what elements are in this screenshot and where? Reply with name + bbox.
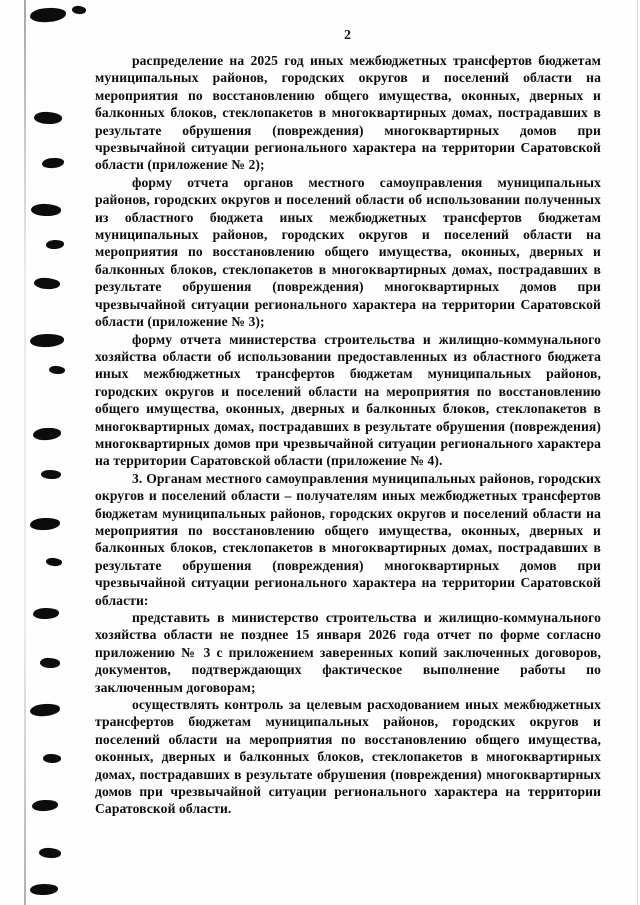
scan-artifact xyxy=(40,657,60,668)
scan-artifact xyxy=(32,799,59,811)
paragraph-item-3: 3. Органам местного самоуправления муниципальных районов, городских округов и поселений области – получателям иных межбюджетных трансфертов бюджетам муниципальных районов, городских округов и поселений области на мероприятия по восстановлению общего имущества, оконных, дверных и балконных блоков, стеклопакетов в многоквартирных домах, пострадавших в результате обрушения (повреждения) многоквартирных домов при чрезвычайной ситуации регионального характера на территории Саратовской области: xyxy=(95,470,601,608)
document-body xyxy=(95,52,601,818)
paragraph-appendix-4: форму отчета министерства строительства и жилищно-коммунального хозяйства области об использовании предоставленных из областного бюджета иных межбюджетных трансфертов бюджетам муниципальных районов, городских округов и поселений области на мероприятия по восстановлению общего имущества, оконных, дверных и балконных блоков, стеклопакетов в многоквартирных домах, пострадавших в результате обрушения (повреждения) многоквартирных домов при чрезвычайной ситуации регионального характера на территории Саратовской области (приложение № 4). xyxy=(95,331,601,469)
scan-artifact xyxy=(33,427,62,441)
paragraph-report-duty: представить в министерство строительства и жилищно-коммунального хозяйства области не позднее 15 января 2026 года отчет по форме согласно приложению № 3 с приложением заверенных копий заключенных договоров, документов, подтверждающих фактическое выполнение работы по заключенным договорам; xyxy=(95,610,601,695)
scan-edge-right xyxy=(637,0,638,905)
paragraph-appendix-2: распределение на 2025 год иных межбюджетных трансфертов бюджетам муниципальных районов, городских округов и поселений области на мероприятия по восстановлению общего имущества, оконных, дверных и балконных блоков, стеклопакетов в многоквартирных домах, пострадавших в результате обрушения (повреждения) многоквартирных домов при чрезвычайной ситуации регионального характера на территории Саратовской области (приложение № 2); xyxy=(95,53,601,173)
scan-artifact xyxy=(31,203,61,216)
scan-edge-left xyxy=(24,0,26,905)
scan-artifact xyxy=(34,277,61,290)
scan-artifact xyxy=(41,470,61,480)
paragraph-appendix-3: форму отчета органов местного самоуправления муниципальных районов, городских округов и поселений области об использовании полученных из областного бюджета иных межбюджетных трансфертов бюджетам муниципальных районов, городских округов и поселений области на мероприятия по восстановлению общего имущества, оконных, дверных и балконных блоков, стеклопакетов в многоквартирных домах, пострадавших в результате обрушения (повреждения) многоквартирных домов при чрезвычайной ситуации регионального характера на территории Саратовской области (приложение № 3); xyxy=(95,174,601,330)
page-number: 2 xyxy=(344,28,351,43)
scan-artifact xyxy=(46,240,64,250)
scan-artifact xyxy=(39,847,62,859)
scan-artifact xyxy=(49,365,66,374)
scan-artifact xyxy=(43,754,61,764)
scan-artifact xyxy=(34,111,63,124)
scan-artifact xyxy=(30,333,64,347)
scan-artifact xyxy=(30,703,61,718)
scan-artifact xyxy=(42,157,65,169)
scan-artifact xyxy=(46,557,63,567)
scan-artifact xyxy=(30,517,61,531)
paragraph-control-duty: осуществлять контроль за целевым расходованием иных межбюджетных трансфертов бюджетам муниципальных районов, городских округов и поселений области на мероприятия по восстановлению общего имущества, оконных, дверных и балконных блоков, стеклопакетов в многоквартирных домах, пострадавших в результате обрушения (повреждения) многоквартирных домов при чрезвычайной ситуации регионального характера на территории Саратовской области. xyxy=(95,697,601,817)
scan-artifact xyxy=(30,884,58,896)
scan-artifact xyxy=(30,7,67,23)
scan-artifact xyxy=(33,608,59,620)
scan-artifact xyxy=(72,5,87,14)
